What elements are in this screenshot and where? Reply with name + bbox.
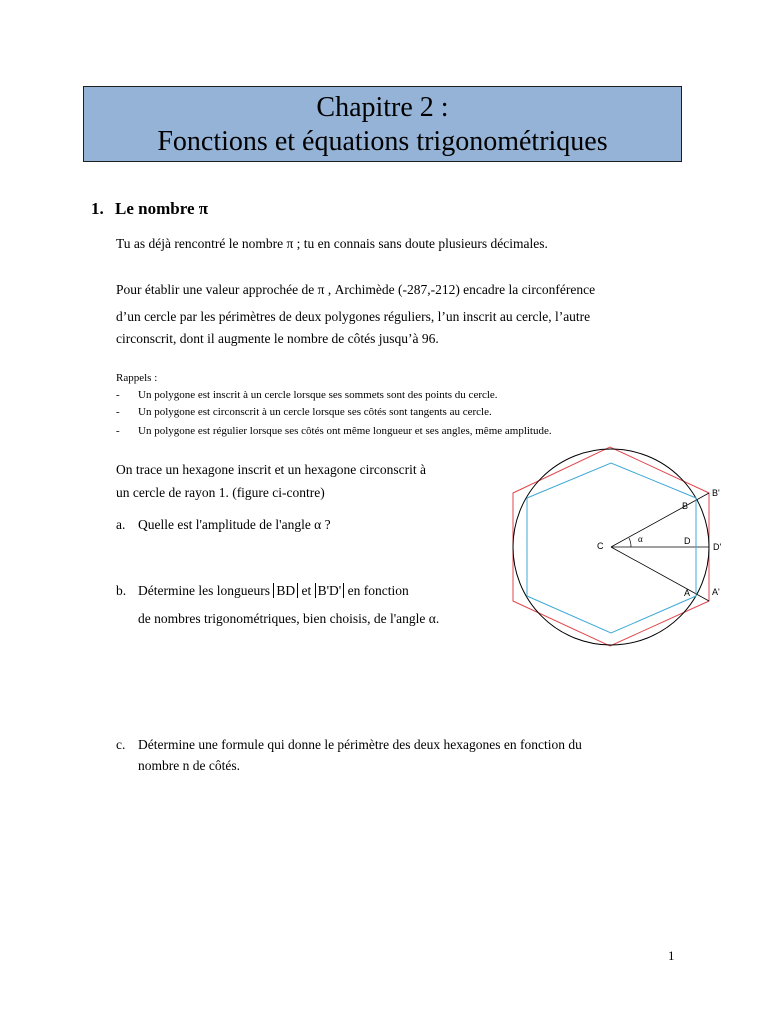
label-a: A xyxy=(684,588,691,598)
rappels-bullet: - xyxy=(116,389,120,401)
question-a-label: a. xyxy=(116,517,126,532)
question-c-line-2: nombre n de côtés. xyxy=(138,758,240,773)
line-c-bprime xyxy=(611,493,709,547)
archimede-line-2: d’un cercle par les périmètres de deux polygones réguliers, l’un inscrit au cercle, l’autre xyxy=(116,309,591,324)
archimede-line-1: Pour établir une valeur approchée de π , Archimède (-287,-212) encadre la circonférence xyxy=(116,282,596,297)
rappels-bullet: - xyxy=(116,406,120,418)
chapter-title: Fonctions et équations trigonométriques xyxy=(157,126,608,157)
question-b-text-before: Détermine les longueurs xyxy=(138,583,270,598)
inscribed-hexagon xyxy=(527,463,696,633)
label-b-prime: B' xyxy=(712,488,720,498)
rappels-heading: Rappels : xyxy=(116,372,158,384)
rappels-bullet: - xyxy=(116,425,120,437)
section-number: 1. xyxy=(91,199,104,218)
hexagon-figure xyxy=(500,440,740,655)
chapter-title-box xyxy=(83,86,682,162)
chapter-number: Chapitre 2 : xyxy=(316,92,449,123)
rappels-item-circonscrit: Un polygone est circonscrit à un cercle lorsque ses côtés sont tangents au cercle. xyxy=(138,406,492,418)
alpha-arc xyxy=(629,538,631,547)
length-bpdp: B'D' xyxy=(315,583,345,598)
question-b-label: b. xyxy=(116,583,127,598)
rappels-item-inscrit: Un polygone est inscrit à un cercle lorsque ses sommets sont des points du cercle. xyxy=(138,389,498,401)
label-d-prime: D' xyxy=(713,542,722,552)
page-number: 1 xyxy=(668,948,675,963)
question-b-line-2: de nombres trigonométriques, bien choisis, de l'angle α. xyxy=(138,611,440,626)
label-alpha: α xyxy=(638,534,643,544)
rappels-item-regulier: Un polygone est régulier lorsque ses côtés ont même longueur et ses angles, même amplitude. xyxy=(138,425,552,437)
label-d: D xyxy=(684,536,691,546)
question-b-line-1 xyxy=(138,582,409,600)
label-b: B xyxy=(682,501,689,511)
question-b-et: et xyxy=(301,583,312,598)
intro-text: Tu as déjà rencontré le nombre π ; tu en connais sans doute plusieurs décimales. xyxy=(116,236,548,251)
label-a-prime: A' xyxy=(712,587,720,597)
exercise-intro-line-1: On trace un hexagone inscrit et un hexagone circonscrit à xyxy=(116,462,426,477)
archimede-line-3: circonscrit, dont il augmente le nombre de côtés jusqu’à 96. xyxy=(116,331,439,346)
line-c-aprime xyxy=(611,547,709,601)
question-c-line-1: Détermine une formule qui donne le périmètre des deux hexagones en fonction du xyxy=(138,737,582,752)
question-c-label: c. xyxy=(116,737,126,752)
label-c: C xyxy=(597,541,604,551)
section-heading: Le nombre π xyxy=(115,199,209,218)
question-a-text: Quelle est l'amplitude de l'angle α ? xyxy=(138,517,331,532)
exercise-intro-line-2: un cercle de rayon 1. (figure ci-contre) xyxy=(116,485,325,500)
length-bd: BD xyxy=(273,583,298,598)
question-b-text-after: en fonction xyxy=(347,583,409,598)
